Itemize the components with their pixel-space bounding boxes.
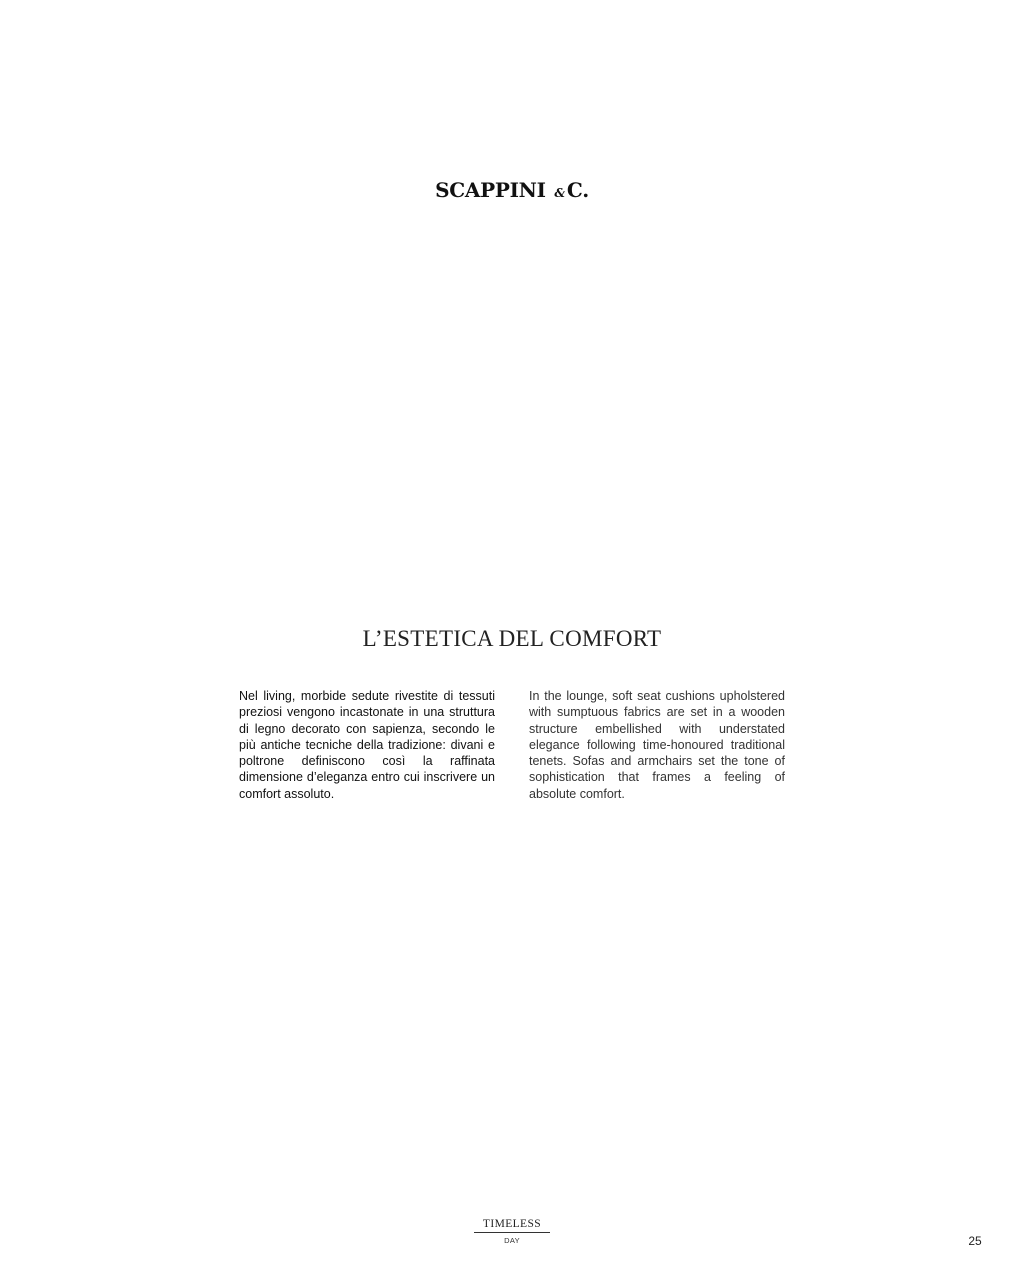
footer-brand: [474, 1218, 550, 1245]
italian-text-column: Nel living, morbide sedute rivestite di tessuti preziosi vengono incastonate in una struttura di legno decorato con sapienza, secondo le più antiche tecniche della tradizione: divani e poltrone definiscono così la raffinata dimensione d’eleganza entro cui inscrivere un comfort assoluto.: [239, 689, 495, 801]
page-number: 25: [968, 1234, 982, 1248]
section-title: L’ESTETICA DEL COMFORT: [362, 626, 662, 651]
brand-suffix: C.: [566, 178, 589, 202]
footer-brand-top: TIMELESS: [474, 1218, 550, 1233]
brand-logo: [0, 178, 1024, 202]
brand-name: SCAPPINI: [435, 178, 546, 202]
english-text-column: In the lounge, soft seat cushions upholstered with sumptuous fabrics are set in a wooden structure embellished with understated elegance following time-honoured traditional tenets. Sofas and armchairs set the tone of sophistication that frames a feeling of absolute comfort.: [529, 689, 785, 801]
footer-brand-bottom: DAY: [504, 1236, 520, 1245]
brand-ampersand: &: [554, 186, 565, 200]
